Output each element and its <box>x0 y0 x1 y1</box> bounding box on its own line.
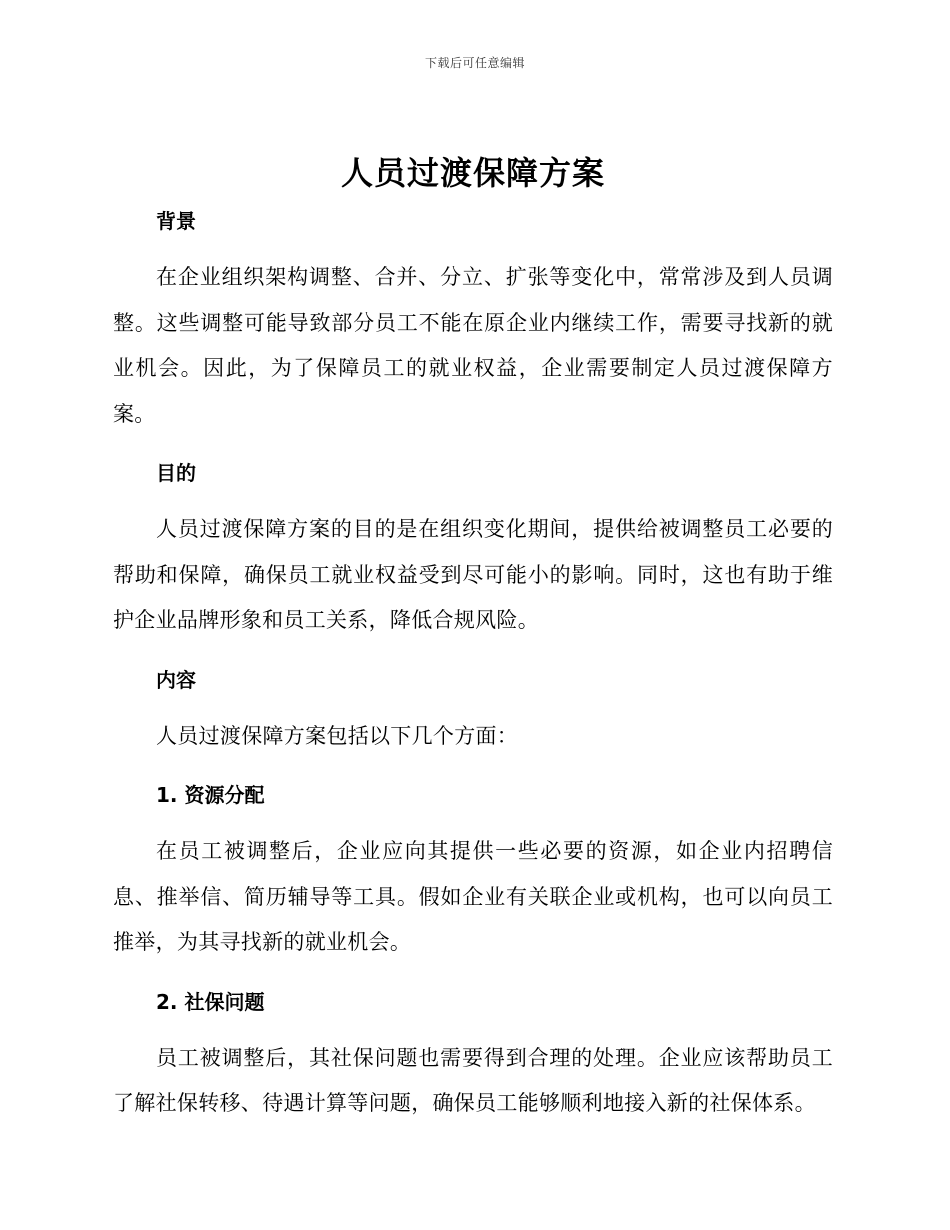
section-paragraph-background: 在企业组织架构调整、合并、分立、扩张等变化中，常常涉及到人员调整。这些调整可能导致部分员工不能在原企业内继续工作，需要寻找新的就业机会。因此，为了保障员工的就业权益，企业需要制定人员过渡保障方案。 <box>113 265 833 426</box>
document-title: 人员过渡保障方案 <box>340 154 605 192</box>
section-paragraph-resource-allocation: 在员工被调整后，企业应向其提供一些必要的资源，如企业内招聘信息、推举信、简历辅导等工具。假如企业有关联企业或机构，也可以向员工推举，为其寻找新的就业机会。 <box>113 839 833 954</box>
section-heading-purpose: 目的 <box>156 461 196 485</box>
section-heading-social-insurance: 2. 社保问题 <box>156 989 265 1014</box>
document-body <box>113 145 833 1127</box>
section-heading-resource-allocation: 1. 资源分配 <box>156 783 265 807</box>
section-paragraph-social-insurance: 员工被调整后，其社保问题也需要得到合理的处理。企业应该帮助员工了解社保转移、待遇计算等问题，确保员工能够顺利地接入新的社保体系。 <box>113 1045 833 1115</box>
section-heading-content: 内容 <box>156 667 196 692</box>
page-header-watermark: 下载后可任意编辑 <box>424 56 525 70</box>
section-paragraph-purpose: 人员过渡保障方案的目的是在组织变化期间，提供给被调整员工必要的帮助和保障，确保员工就业权益受到尽可能小的影响。同时，这也有助于维护企业品牌形象和员工关系，降低合规风险。 <box>113 517 833 632</box>
section-paragraph-content: 人员过渡保障方案包括以下几个方面： <box>156 723 519 748</box>
section-heading-background: 背景 <box>156 209 196 233</box>
